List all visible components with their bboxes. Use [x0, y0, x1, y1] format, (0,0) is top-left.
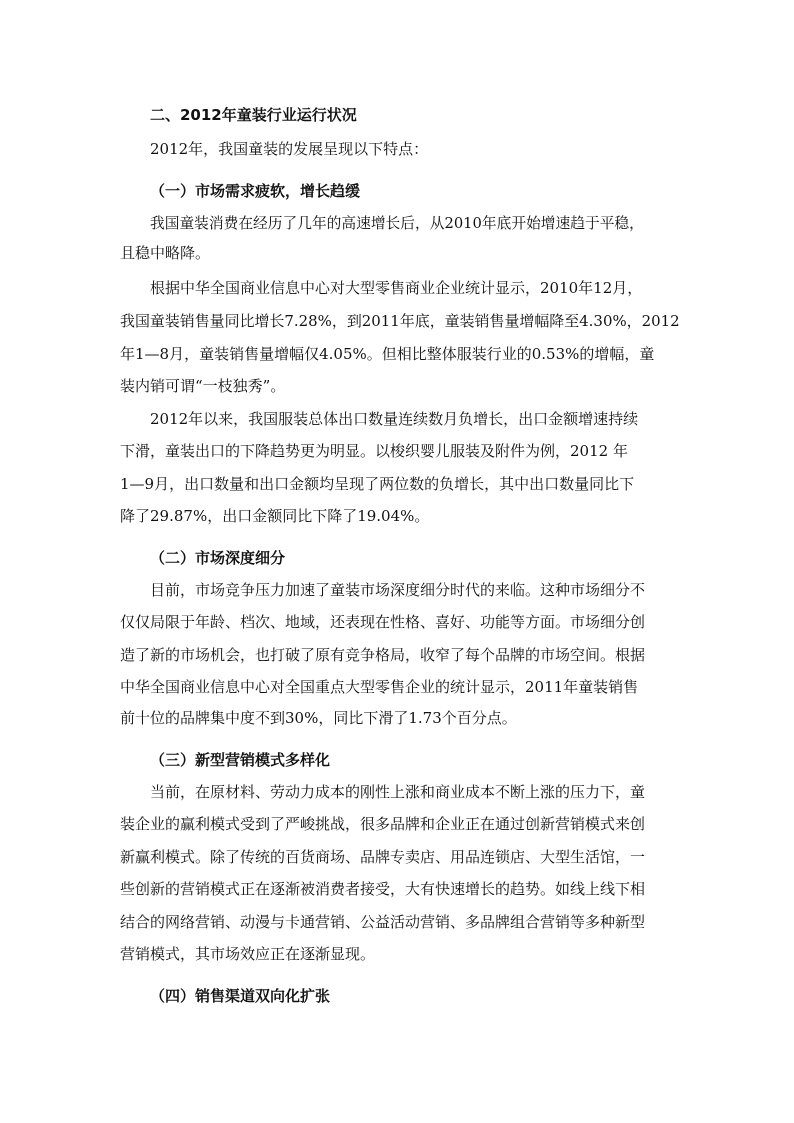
subsection-heading-4: （四）销售渠道双向化扩张 — [150, 987, 331, 1005]
section-title: 二、2012年童装行业运行状况 — [150, 106, 357, 124]
paragraph-line: 且稳中略降。 — [120, 244, 211, 262]
paragraph-line: 结合的网络营销、动漫与卡通营销、公益活动营销、多品牌组合营销等多种新型 — [120, 913, 646, 931]
paragraph-line: 仅仅局限于年龄、档次、地域，还表现在性格、喜好、功能等方面。市场细分创 — [120, 613, 646, 631]
paragraph-line: 下滑，童装出口的下降趋势更为明显。以梭织婴儿服装及附件为例，2012 年 — [120, 442, 628, 460]
paragraph-line: 我国童装销售量同比增长7.28%，到2011年底，童装销售量增幅降至4.30%，2012 — [120, 312, 680, 330]
paragraph-line: 些创新的营销模式正在逐渐被消费者接受，大有快速增长的趋势。如线上线下相 — [120, 880, 646, 898]
paragraph-line: 2012年以来，我国服装总体出口数量连续数月负增长，出口金额增速持续 — [150, 410, 639, 428]
paragraph-line: 新赢利模式。除了传统的百货商场、品牌专卖店、用品连锁店、大型生活馆，一 — [120, 848, 646, 866]
paragraph-line: 营销模式，其市场效应正在逐渐显现。 — [120, 945, 376, 963]
subsection-heading-2: （二）市场深度细分 — [150, 549, 286, 567]
paragraph-line: 中华全国商业信息中心对全国重点大型零售企业的统计显示，2011年童装销售 — [120, 678, 639, 696]
paragraph-line: 根据中华全国商业信息中心对大型零售商业企业统计显示，2010年12月， — [150, 279, 643, 297]
paragraph-line: 目前，市场竞争压力加速了童装市场深度细分时代的来临。这种市场细分不 — [150, 581, 646, 599]
paragraph-line: 年1—8月，童装销售量增幅仅4.05%。但相比整体服装行业的0.53%的增幅，童 — [120, 345, 655, 363]
subsection-heading-3: （三）新型营销模式多样化 — [150, 751, 331, 769]
paragraph-line: 造了新的市场机会，也打破了原有竞争格局，收窄了每个品牌的市场空间。根据 — [120, 646, 646, 664]
paragraph-line: 当前，在原材料、劳动力成本的刚性上涨和商业成本不断上涨的压力下，童 — [150, 783, 646, 801]
paragraph-line: 1—9月，出口数量和出口金额均呈现了两位数的负增长，其中出口数量同比下 — [120, 475, 635, 493]
paragraph-line: 前十位的品牌集中度不到30%，同比下滑了1.73个百分点。 — [120, 709, 517, 727]
paragraph-line: 降了29.87%，出口金额同比下降了19.04%。 — [120, 507, 430, 525]
paragraph-line: 装企业的赢利模式受到了严峻挑战，很多品牌和企业正在通过创新营销模式来创 — [120, 815, 646, 833]
paragraph-line: 我国童装消费在经历了几年的高速增长后，从2010年底开始增速趋于平稳， — [150, 214, 644, 232]
paragraph-line: 装内销可谓“一枝独秀”。 — [120, 377, 286, 395]
subsection-heading-1: （一）市场需求疲软，增长趋缓 — [150, 182, 361, 200]
intro-text: 2012年，我国童装的发展呈现以下特点： — [150, 140, 429, 158]
